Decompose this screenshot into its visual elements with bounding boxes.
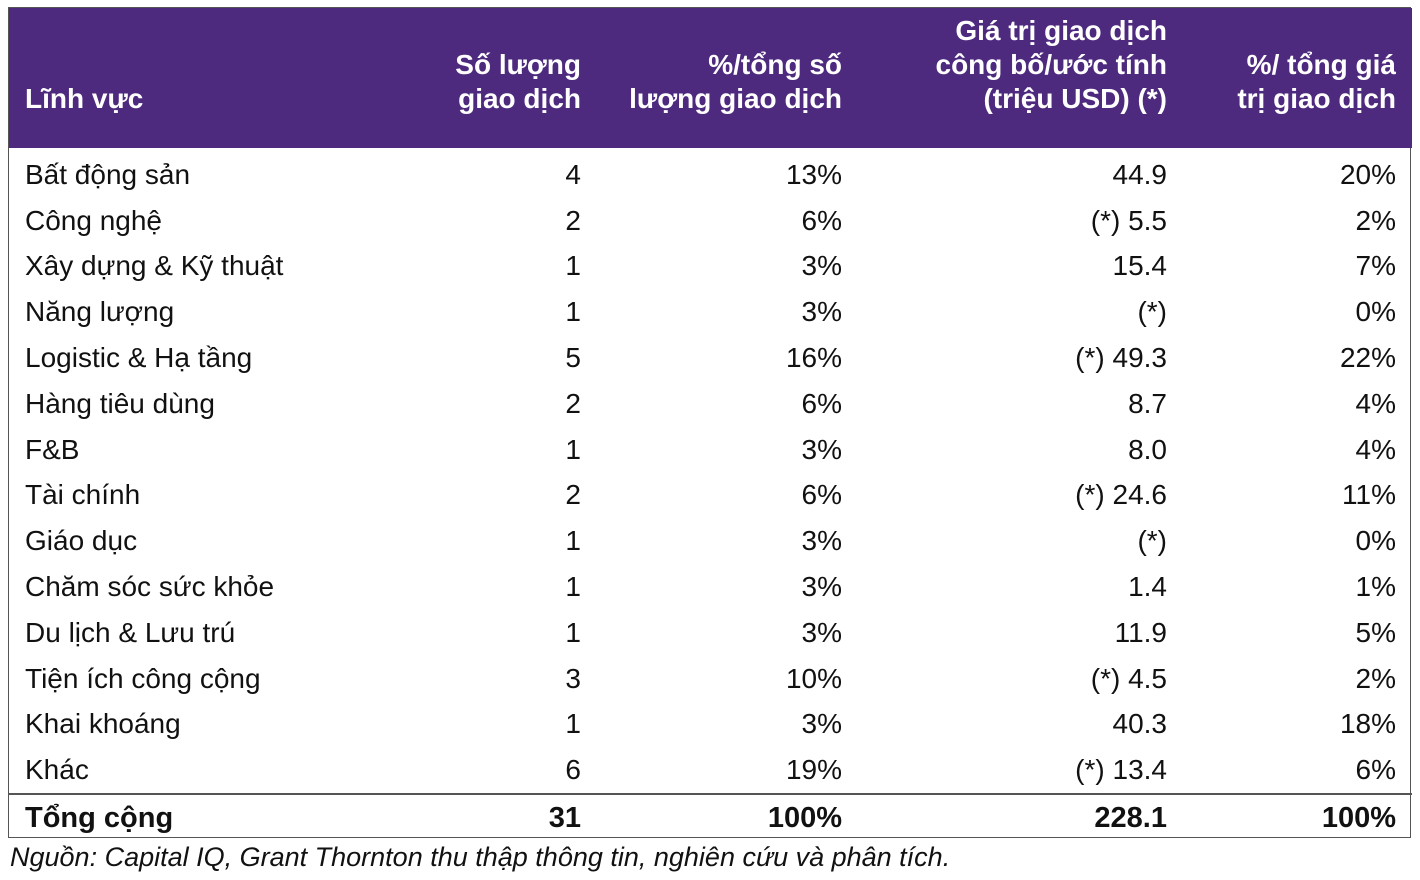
total-count-pct-cell: 100% bbox=[597, 794, 858, 841]
deal-value-pct-cell: 4% bbox=[1355, 433, 1396, 465]
deal-count-cell: 1 bbox=[565, 708, 581, 740]
deal-count-pct-cell: 3% bbox=[801, 433, 842, 465]
deal-value-cell: (*) 5.5 bbox=[1090, 204, 1167, 236]
header-deal-count-line: giao dịch bbox=[458, 83, 581, 114]
deal-count-cell: 3 bbox=[565, 662, 581, 694]
deal-count-pct-cell: 3% bbox=[801, 296, 842, 328]
header-deal-value-pct-line: %/ tổng giá bbox=[1246, 49, 1396, 80]
deal-count-cell: 2 bbox=[565, 204, 581, 236]
source-note: Nguồn: Capital IQ, Grant Thornton thu thập thông tin, nghiên cứu và phân tích. bbox=[10, 842, 951, 872]
table-body bbox=[9, 148, 1412, 794]
table-row bbox=[9, 702, 1412, 748]
deal-value-cell: 8.7 bbox=[1128, 387, 1167, 419]
deal-value-cell: (*) 4.5 bbox=[1090, 662, 1167, 694]
deal-table-container bbox=[8, 7, 1411, 838]
deal-value-pct-cell: 0% bbox=[1355, 296, 1396, 328]
header-deal-value-pct bbox=[1183, 8, 1412, 148]
deal-value-pct-cell: 18% bbox=[1339, 708, 1396, 740]
deal-count-pct-cell: 13% bbox=[785, 158, 842, 190]
deal-count-pct-cell: 3% bbox=[801, 250, 842, 282]
deal-value-pct-cell: 6% bbox=[1355, 754, 1396, 786]
deal-value-cell: (*) 24.6 bbox=[1075, 479, 1167, 511]
table-row bbox=[9, 289, 1412, 335]
total-count-cell: 31 bbox=[400, 794, 597, 841]
sector-cell: Khai khoáng bbox=[25, 708, 181, 740]
header-deal-value-pct-line: trị giao dịch bbox=[1237, 83, 1396, 114]
deal-count-cell: 2 bbox=[565, 387, 581, 419]
deal-count-pct-cell: 3% bbox=[801, 616, 842, 648]
header-deal-value-line: Giá trị giao dịch bbox=[955, 15, 1167, 46]
deal-count-cell: 1 bbox=[565, 296, 581, 328]
total-sector-cell: Tổng cộng bbox=[9, 794, 400, 841]
deal-value-pct-cell: 11% bbox=[1342, 479, 1396, 511]
deal-count-cell: 1 bbox=[565, 571, 581, 603]
deal-count-pct-cell: 19% bbox=[785, 754, 842, 786]
header-deal-count-pct-line: %/tổng số bbox=[708, 49, 842, 80]
deal-value-pct-cell: 4% bbox=[1355, 387, 1396, 419]
sector-cell: F&B bbox=[25, 433, 80, 465]
deal-count-cell: 1 bbox=[565, 616, 581, 648]
table-row bbox=[9, 473, 1412, 519]
table-row bbox=[9, 747, 1412, 794]
table-row bbox=[9, 656, 1412, 702]
deal-count-pct-cell: 16% bbox=[785, 342, 842, 374]
table-row bbox=[9, 610, 1412, 656]
table-row bbox=[9, 564, 1412, 610]
deal-count-cell: 1 bbox=[565, 525, 581, 557]
header-deal-count-line: Số lượng bbox=[455, 49, 581, 80]
table-row bbox=[9, 148, 1412, 198]
sector-cell: Logistic & Hạ tầng bbox=[25, 342, 253, 374]
table-row bbox=[9, 244, 1412, 290]
deal-count-pct-cell: 6% bbox=[801, 204, 842, 236]
total-row bbox=[9, 794, 1412, 841]
deal-count-pct-cell: 3% bbox=[801, 571, 842, 603]
deal-count-pct-cell: 3% bbox=[801, 525, 842, 557]
deal-value-cell: 15.4 bbox=[1112, 250, 1167, 282]
sector-cell: Năng lượng bbox=[25, 296, 175, 328]
deal-value-cell: 1.4 bbox=[1128, 571, 1167, 603]
table-row bbox=[9, 518, 1412, 564]
table-row bbox=[9, 381, 1412, 427]
sector-cell: Hàng tiêu dùng bbox=[25, 387, 215, 419]
deal-value-cell: (*) 49.3 bbox=[1075, 342, 1167, 374]
total-value-cell: 228.1 bbox=[858, 794, 1183, 841]
deal-count-pct-cell: 10% bbox=[785, 662, 842, 694]
deal-value-cell: 11.9 bbox=[1114, 616, 1167, 648]
header-deal-count-pct bbox=[597, 8, 858, 148]
deal-value-pct-cell: 7% bbox=[1355, 250, 1396, 282]
header-row bbox=[9, 8, 1412, 148]
sector-cell: Bất động sản bbox=[25, 158, 191, 190]
deal-value-pct-cell: 0% bbox=[1355, 525, 1396, 557]
table-row bbox=[9, 335, 1412, 381]
deal-value-pct-cell: 1% bbox=[1355, 571, 1396, 603]
deal-value-pct-cell: 2% bbox=[1355, 662, 1396, 694]
deal-count-cell: 2 bbox=[565, 479, 581, 511]
header-deal-count bbox=[400, 8, 597, 148]
deal-value-cell: 8.0 bbox=[1128, 433, 1167, 465]
deal-value-cell: (*) bbox=[1137, 525, 1167, 557]
deal-count-cell: 1 bbox=[565, 433, 581, 465]
sector-cell: Tài chính bbox=[25, 479, 141, 511]
table-row bbox=[9, 427, 1412, 473]
total-value-pct-cell: 100% bbox=[1183, 794, 1412, 841]
header-sector-line: Lĩnh vực bbox=[25, 83, 144, 114]
header-deal-count-pct-line: lượng giao dịch bbox=[629, 83, 842, 114]
deal-value-cell: 44.9 bbox=[1112, 158, 1167, 190]
sector-cell: Du lịch & Lưu trú bbox=[25, 616, 236, 648]
header-deal-value-line: (triệu USD) (*) bbox=[983, 83, 1167, 114]
header-deal-value bbox=[858, 8, 1183, 148]
deal-value-cell: 40.3 bbox=[1112, 708, 1167, 740]
sector-cell: Khác bbox=[25, 754, 89, 786]
sector-cell: Công nghệ bbox=[25, 204, 163, 236]
deal-count-pct-cell: 6% bbox=[801, 479, 842, 511]
deal-value-pct-cell: 5% bbox=[1355, 616, 1396, 648]
deal-table bbox=[9, 8, 1412, 841]
table-header bbox=[9, 8, 1412, 148]
sector-cell: Tiện ích công cộng bbox=[25, 662, 261, 694]
deal-count-cell: 1 bbox=[565, 250, 581, 282]
deal-count-pct-cell: 3% bbox=[801, 708, 842, 740]
deal-value-pct-cell: 22% bbox=[1339, 342, 1396, 374]
deal-count-cell: 6 bbox=[565, 754, 581, 786]
sector-cell: Giáo dục bbox=[25, 525, 138, 557]
sector-cell: Chăm sóc sức khỏe bbox=[25, 571, 275, 603]
table-row bbox=[9, 198, 1412, 244]
deal-count-cell: 5 bbox=[565, 342, 581, 374]
sector-cell: Xây dựng & Kỹ thuật bbox=[25, 250, 284, 282]
deal-value-pct-cell: 20% bbox=[1339, 158, 1396, 190]
header-sector bbox=[9, 8, 400, 148]
deal-count-pct-cell: 6% bbox=[801, 387, 842, 419]
deal-count-cell: 4 bbox=[565, 158, 581, 190]
deal-value-cell: (*) bbox=[1137, 296, 1167, 328]
header-deal-value-line: công bố/ước tính bbox=[935, 49, 1167, 80]
deal-value-pct-cell: 2% bbox=[1355, 204, 1396, 236]
deal-value-cell: (*) 13.4 bbox=[1075, 754, 1167, 786]
table-footer bbox=[9, 794, 1412, 841]
